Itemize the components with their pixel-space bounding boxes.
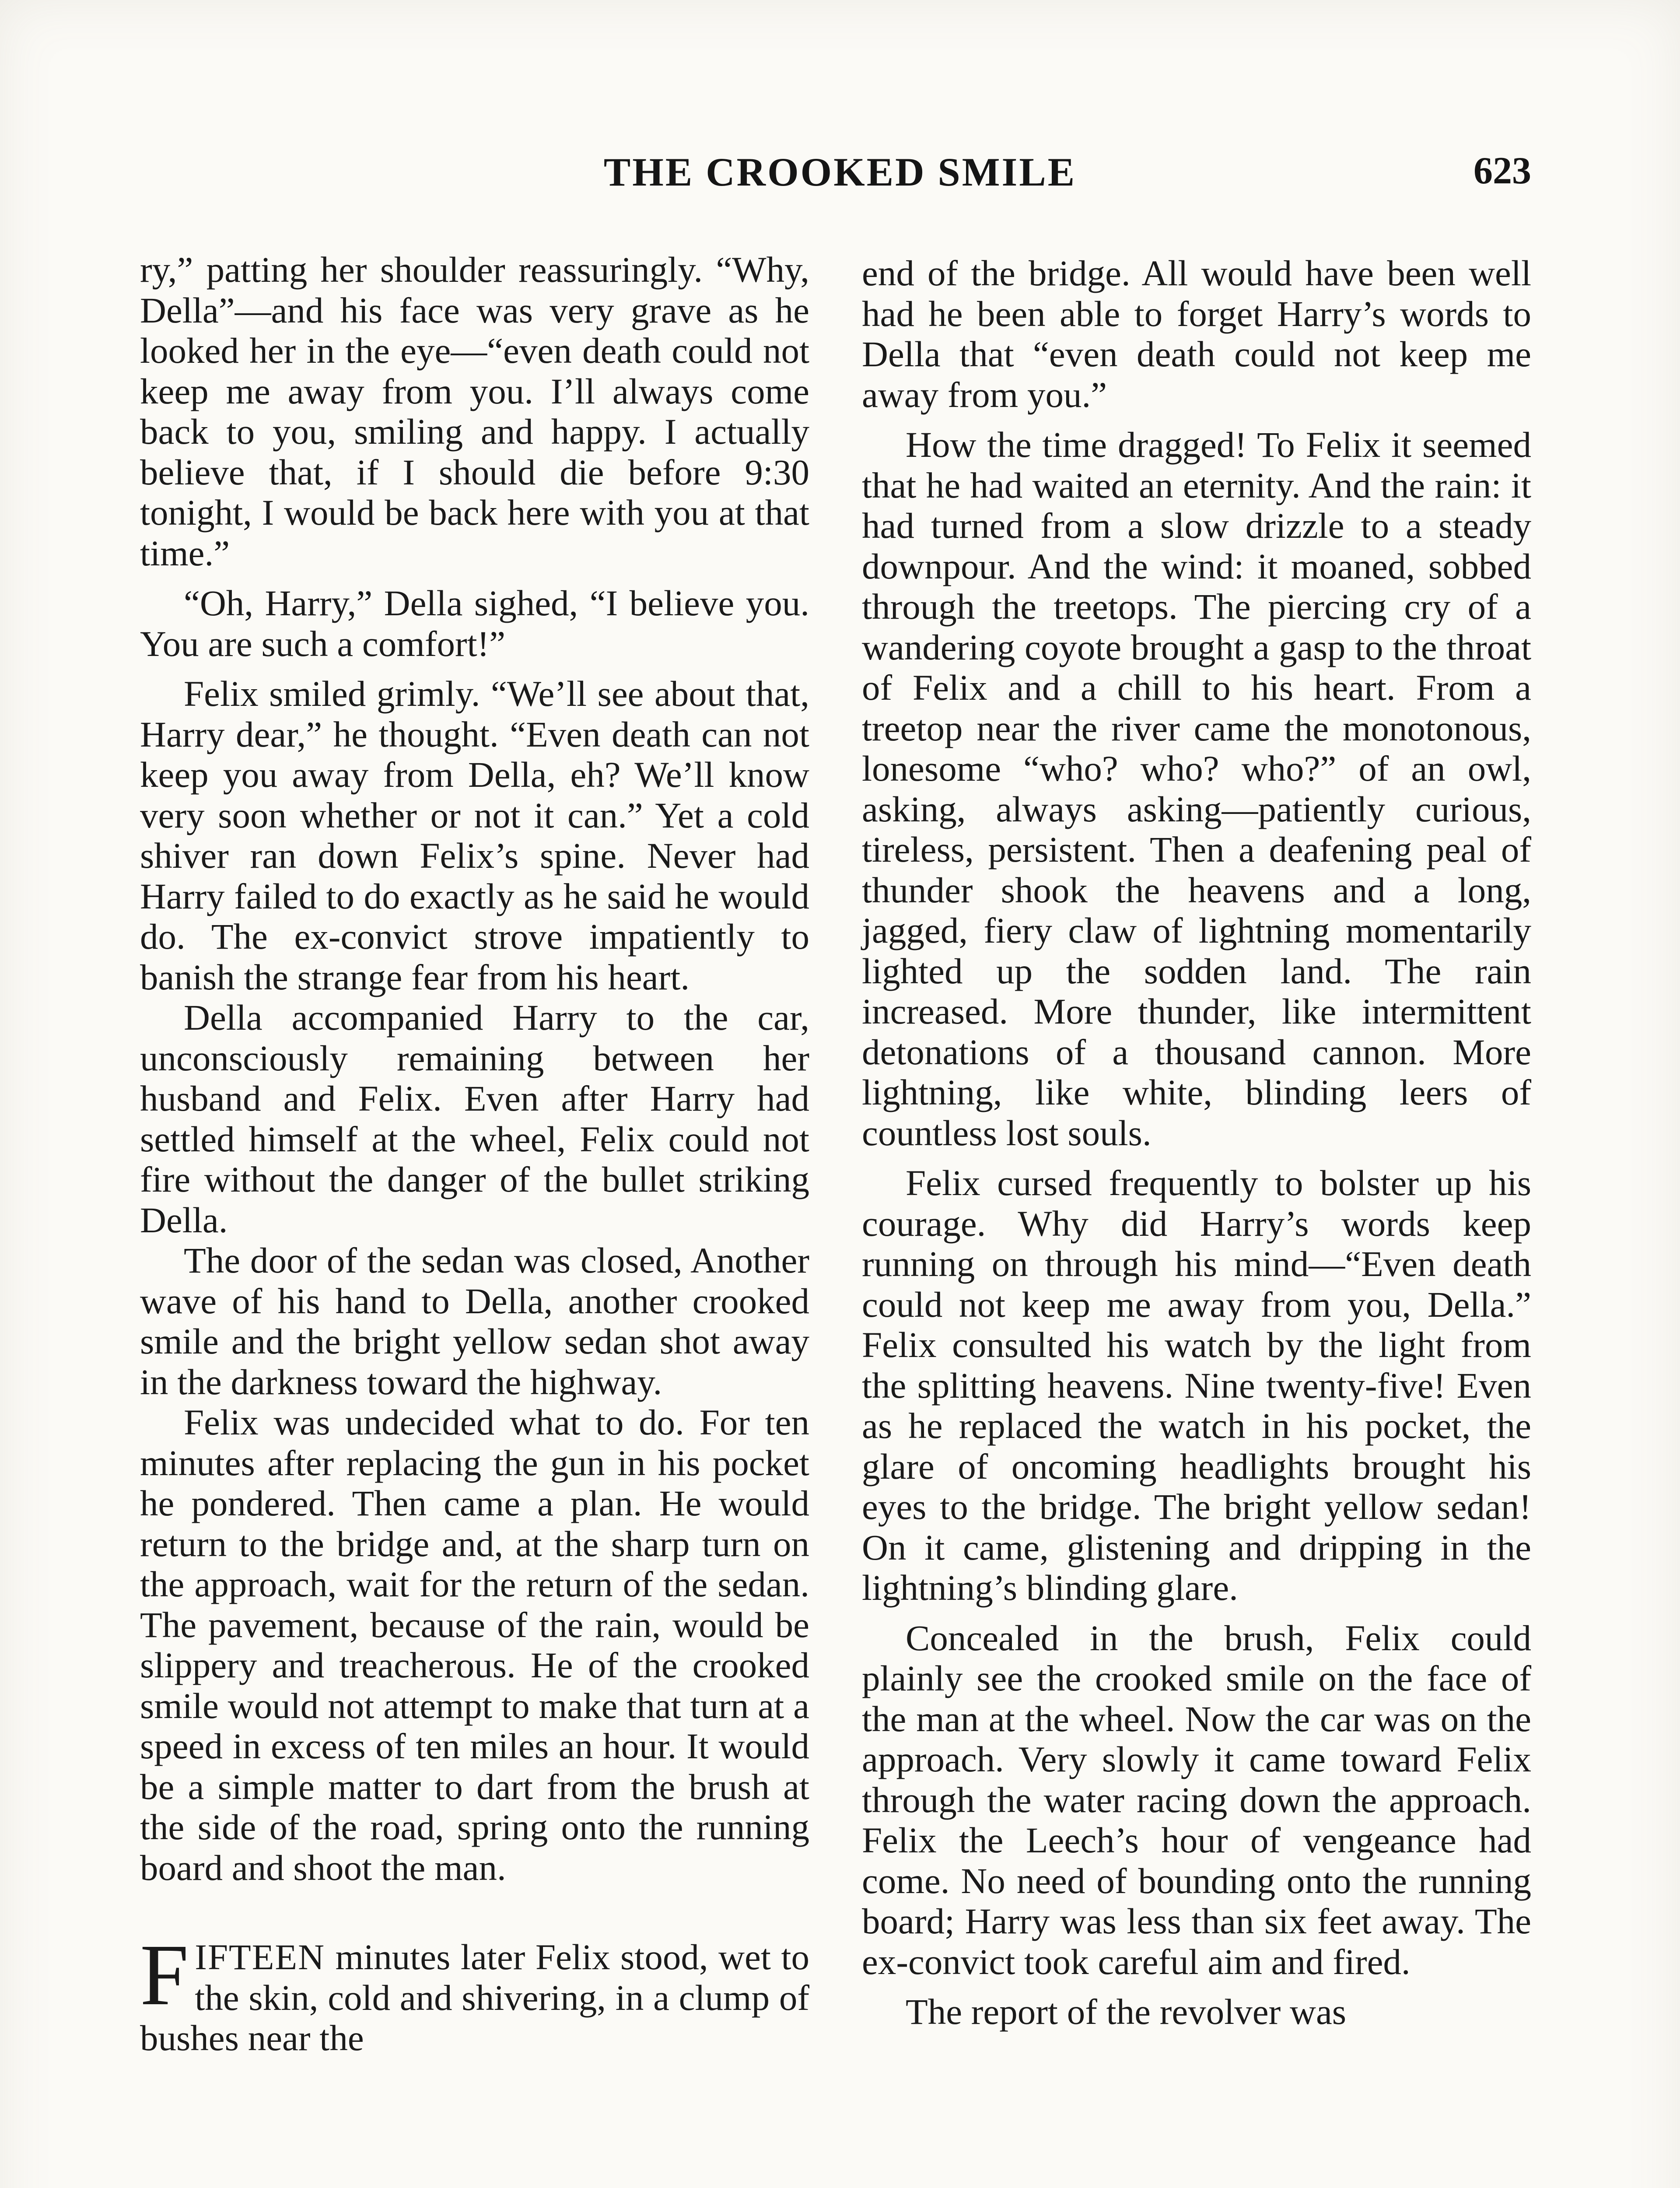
paragraph: The door of the sedan was closed, Another wave of his hand to Della, another crooked smile and the bright yellow sedan shot away in the darkness toward the highway. <box>140 1240 809 1402</box>
paragraph: Felix cursed frequently to bolster up his courage. Why did Harry’s words keep running on through his mind—“Even death could not keep me away from you, Della.” Felix consulted his watch by the light from the splitting heavens. Nine twenty-five! Even as he replaced the watch in his pocket, the glare of oncoming headlights brought his eyes to the bridge. The bright yellow sedan! On it came, glistening and dripping in the lightning’s blinding glare. <box>862 1163 1531 1608</box>
page-header <box>0 149 1680 201</box>
paragraph: The report of the revolver was <box>906 1992 1347 2032</box>
paragraph: How the time dragged! To Felix it seemed that he had waited an eternity. And the rain: it had turned from a slow drizzle to a steady downpour. And the wind: it moaned, sobbed through the treetops. The piercing cry of a wandering coyote brought a gasp to the throat of Felix and a chill to his heart. From a treetop near the river came the monotonous, lonesome “who? who? who?” of an owl, asking, always asking—patiently curious, tireless, persistent. Then a deafening peal of thunder shook the heavens and a long, jagged, fiery claw of lightning momentarily lighted up the sodden land. The rain increased. More thunder, like intermittent detonations of a thousand cannon. More lightning, like white, blinding leers of countless lost souls. <box>862 424 1531 1153</box>
paragraph: Felix was undecided what to do. For ten minutes after replacing the gun in his pocket he pondered. Then came a plan. He would return to the bridge and, at the sharp turn on the approach, wait for the return of the sedan. The pavement, because of the rain, would be slippery and treacherous. He of the crooked smile would not attempt to make that turn at a speed in excess of ten miles an hour. It would be a simple matter to dart from the brush at the side of the road, spring onto the running board and shoot the man. <box>140 1402 809 1888</box>
section-break-paragraph <box>140 1927 809 2058</box>
drop-cap: F <box>140 1927 189 2023</box>
paragraph: “Oh, Harry,” Della sighed, “I believe you. You are such a comfort!” <box>140 583 809 664</box>
section-break-text: minutes later Felix stood, wet to the skin, cold and shivering, in a clump of bushes near the <box>140 1937 809 2058</box>
paragraph: Felix smiled grimly. “We’ll see about that, Harry dear,” he thought. “Even death can not keep you away from Della, eh? We’ll know very soon whether or not it can.” Yet a cold shiver ran down Felix’s spine. Never had Harry failed to do exactly as he said he would do. The ex-convict strove impatiently to banish the strange fear from his heart. <box>140 673 809 997</box>
paragraph: Concealed in the brush, Felix could plainly see the crooked smile on the face of the man at the wheel. Now the car was on the approach. Very slowly it came toward Felix through the water racing down the approach. Felix the Leech’s hour of vengeance had come. No need of bounding onto the running board; Harry was less than six feet away. The ex-convict took careful aim and fired. <box>862 1617 1531 1982</box>
running-title: THE CROOKED SMILE <box>603 150 1077 194</box>
paragraph: Della accompanied Harry to the car, unconsciously remaining between her husband and Felix. Even after Harry had settled himself at the wheel, Felix could not fire without the danger of the bullet striking Della. <box>140 997 809 1240</box>
paragraph: end of the bridge. All would have been well had he been able to forget Harry’s words to Della that “even death could not keep me away from you.” <box>862 253 1531 415</box>
page-number: 623 <box>1474 150 1531 192</box>
paragraph: ry,” patting her shoulder reassuringly. “Why, Della”—and his face was very grave as he looked her in the eye—“even death could not keep me away from you. I’ll always come back to you, smiling and happy. I actually believe that, if I should die before 9:30 tonight, I would be back here with you at that time.” <box>140 249 809 573</box>
right-column <box>862 253 1531 2032</box>
small-caps-lead: IFTEEN <box>195 1937 326 1977</box>
left-column <box>140 249 809 2058</box>
